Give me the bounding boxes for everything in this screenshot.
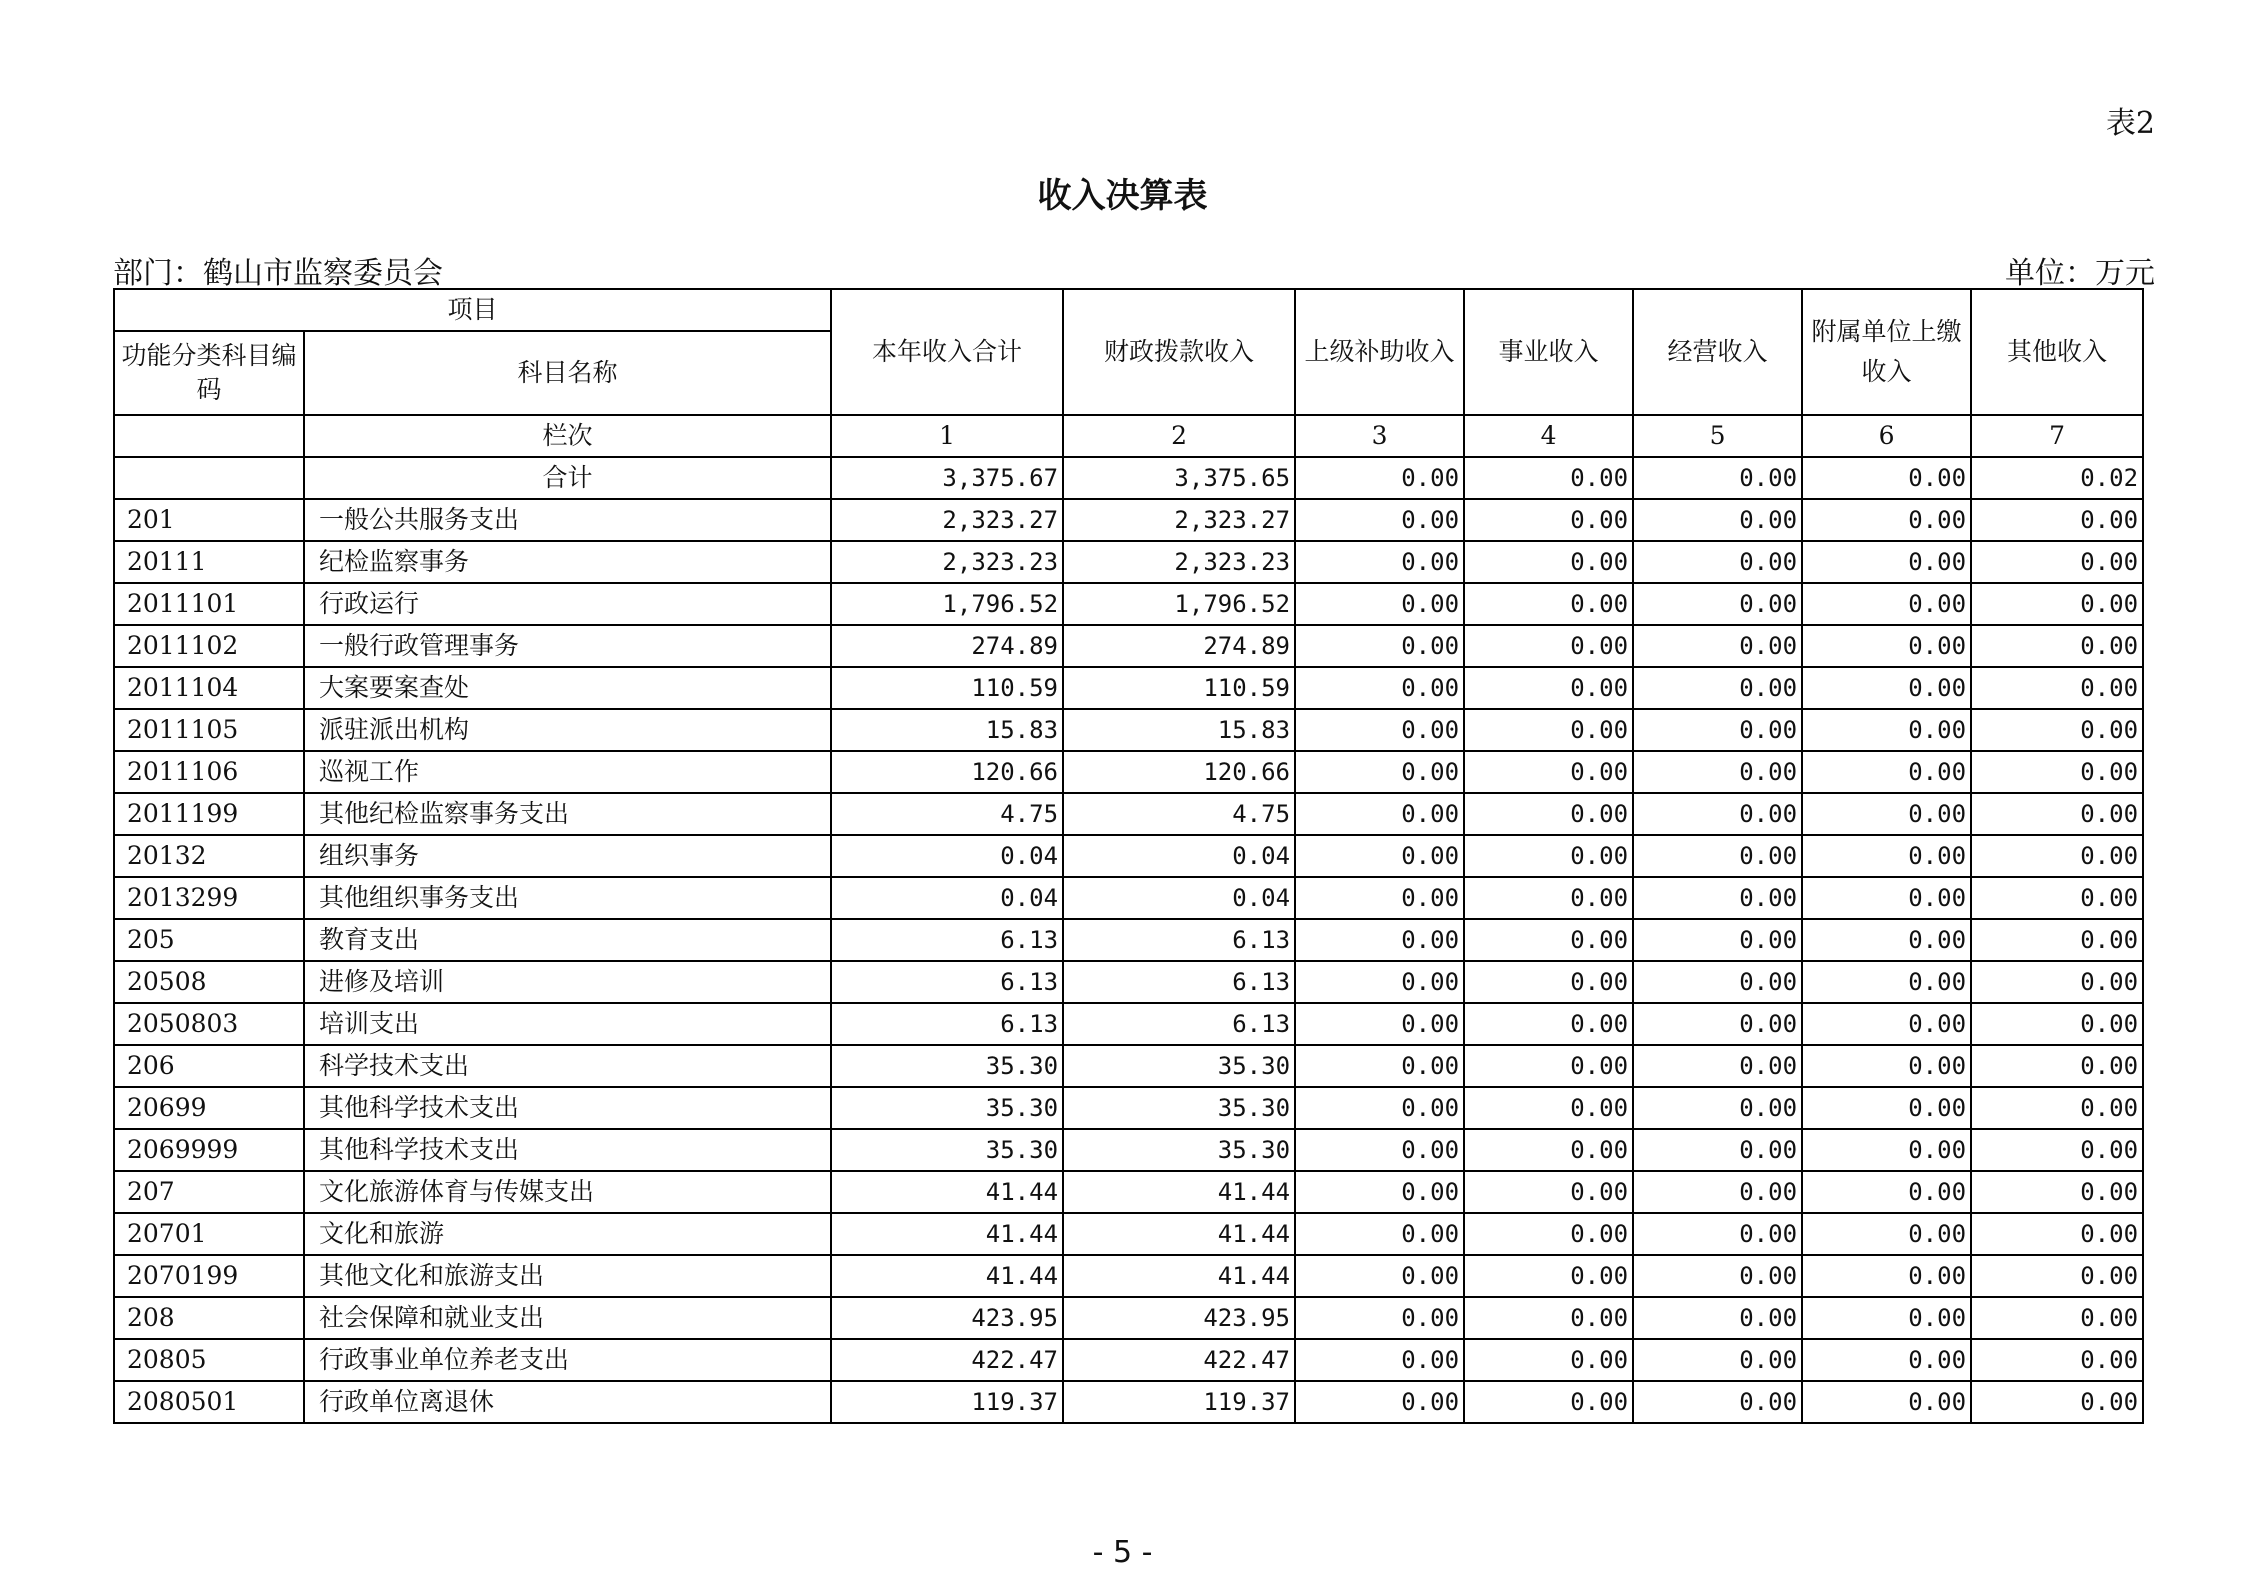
row-value-3: 0.00 (1295, 709, 1464, 751)
table-row (114, 1003, 2143, 1045)
row-value-2: 15.83 (1063, 709, 1295, 751)
row-value-3: 0.00 (1295, 1045, 1464, 1087)
order-3: 3 (1295, 415, 1464, 457)
header-col-3: 上级补助收入 (1295, 289, 1464, 415)
row-value-6: 0.00 (1802, 541, 1971, 583)
row-value-6: 0.00 (1802, 1255, 1971, 1297)
row-value-4: 0.00 (1464, 877, 1633, 919)
row-value-3: 0.00 (1295, 961, 1464, 1003)
row-value-3: 0.00 (1295, 919, 1464, 961)
table-row (114, 1045, 2143, 1087)
row-value-7: 0.00 (1971, 1003, 2143, 1045)
row-code: 2011102 (114, 625, 304, 667)
row-name: 文化和旅游 (304, 1213, 831, 1255)
table-row (114, 961, 2143, 1003)
row-value-2: 0.04 (1063, 835, 1295, 877)
row-name: 合计 (304, 457, 831, 499)
row-value-5: 0.00 (1633, 1339, 1802, 1381)
row-value-6: 0.00 (1802, 499, 1971, 541)
row-value-1: 422.47 (831, 1339, 1063, 1381)
row-value-1: 1,796.52 (831, 583, 1063, 625)
row-value-5: 0.00 (1633, 499, 1802, 541)
row-value-1: 274.89 (831, 625, 1063, 667)
table-row (114, 877, 2143, 919)
row-name: 其他组织事务支出 (304, 877, 831, 919)
row-value-6: 0.00 (1802, 583, 1971, 625)
row-value-6: 0.00 (1802, 709, 1971, 751)
row-value-7: 0.00 (1971, 835, 2143, 877)
row-value-1: 15.83 (831, 709, 1063, 751)
row-value-4: 0.00 (1464, 1297, 1633, 1339)
row-value-7: 0.00 (1971, 625, 2143, 667)
table-row (114, 1381, 2143, 1423)
row-value-2: 41.44 (1063, 1255, 1295, 1297)
row-value-2: 2,323.27 (1063, 499, 1295, 541)
row-value-7: 0.00 (1971, 667, 2143, 709)
row-name: 纪检监察事务 (304, 541, 831, 583)
row-value-4: 0.00 (1464, 541, 1633, 583)
row-name: 文化旅游体育与传媒支出 (304, 1171, 831, 1213)
row-code (114, 457, 304, 499)
header-col-5: 经营收入 (1633, 289, 1802, 415)
order-2: 2 (1063, 415, 1295, 457)
row-value-6: 0.00 (1802, 751, 1971, 793)
row-value-3: 0.00 (1295, 625, 1464, 667)
row-value-1: 6.13 (831, 1003, 1063, 1045)
row-value-6: 0.00 (1802, 919, 1971, 961)
row-value-4: 0.00 (1464, 625, 1633, 667)
order-label: 栏次 (304, 415, 831, 457)
row-value-6: 0.00 (1802, 1129, 1971, 1171)
table-row (114, 667, 2143, 709)
row-value-7: 0.00 (1971, 1381, 2143, 1423)
row-name: 行政单位离退休 (304, 1381, 831, 1423)
table-row (114, 751, 2143, 793)
row-value-6: 0.00 (1802, 835, 1971, 877)
table-number: 表2 (2105, 106, 2155, 141)
row-value-6: 0.00 (1802, 1087, 1971, 1129)
row-value-3: 0.00 (1295, 499, 1464, 541)
row-value-4: 0.00 (1464, 793, 1633, 835)
row-value-5: 0.00 (1633, 877, 1802, 919)
row-value-6: 0.00 (1802, 1003, 1971, 1045)
row-value-7: 0.00 (1971, 1129, 2143, 1171)
row-value-1: 119.37 (831, 1381, 1063, 1423)
row-value-1: 6.13 (831, 919, 1063, 961)
row-value-5: 0.00 (1633, 667, 1802, 709)
row-name: 其他科学技术支出 (304, 1087, 831, 1129)
row-value-5: 0.00 (1633, 961, 1802, 1003)
order-empty (114, 415, 304, 457)
header-row-1 (114, 289, 2143, 331)
row-value-6: 0.00 (1802, 625, 1971, 667)
row-code: 2013299 (114, 877, 304, 919)
order-6: 6 (1802, 415, 1971, 457)
row-value-7: 0.00 (1971, 751, 2143, 793)
row-name: 行政运行 (304, 583, 831, 625)
row-name: 教育支出 (304, 919, 831, 961)
row-value-6: 0.00 (1802, 1339, 1971, 1381)
row-value-3: 0.00 (1295, 1381, 1464, 1423)
row-value-5: 0.00 (1633, 751, 1802, 793)
row-value-5: 0.00 (1633, 919, 1802, 961)
row-value-4: 0.00 (1464, 667, 1633, 709)
row-value-7: 0.00 (1971, 499, 2143, 541)
row-code: 2011105 (114, 709, 304, 751)
row-value-3: 0.00 (1295, 1213, 1464, 1255)
row-value-3: 0.00 (1295, 1339, 1464, 1381)
unit-label: 单位：万元 (2005, 256, 2155, 291)
row-value-4: 0.00 (1464, 1339, 1633, 1381)
row-name: 一般行政管理事务 (304, 625, 831, 667)
row-value-7: 0.00 (1971, 709, 2143, 751)
row-code: 20111 (114, 541, 304, 583)
row-value-2: 120.66 (1063, 751, 1295, 793)
row-value-4: 0.00 (1464, 1255, 1633, 1297)
row-value-2: 35.30 (1063, 1045, 1295, 1087)
row-value-2: 41.44 (1063, 1171, 1295, 1213)
table-row (114, 1297, 2143, 1339)
row-value-2: 41.44 (1063, 1213, 1295, 1255)
header-item: 项目 (114, 289, 831, 331)
row-value-1: 0.04 (831, 835, 1063, 877)
order-4: 4 (1464, 415, 1633, 457)
row-value-3: 0.00 (1295, 793, 1464, 835)
row-value-1: 35.30 (831, 1045, 1063, 1087)
row-value-1: 110.59 (831, 667, 1063, 709)
row-value-2: 4.75 (1063, 793, 1295, 835)
row-value-5: 0.00 (1633, 625, 1802, 667)
row-name: 一般公共服务支出 (304, 499, 831, 541)
table-row (114, 709, 2143, 751)
row-value-2: 0.04 (1063, 877, 1295, 919)
row-code: 208 (114, 1297, 304, 1339)
row-code: 20699 (114, 1087, 304, 1129)
income-table (113, 288, 2144, 1424)
table-row (114, 919, 2143, 961)
row-value-1: 35.30 (831, 1087, 1063, 1129)
order-row (114, 415, 2143, 457)
order-1: 1 (831, 415, 1063, 457)
row-value-1: 2,323.23 (831, 541, 1063, 583)
row-value-1: 6.13 (831, 961, 1063, 1003)
row-value-4: 0.00 (1464, 499, 1633, 541)
row-code: 20508 (114, 961, 304, 1003)
row-value-4: 0.00 (1464, 709, 1633, 751)
row-name: 大案要案查处 (304, 667, 831, 709)
row-value-2: 6.13 (1063, 1003, 1295, 1045)
row-value-5: 0.00 (1633, 1171, 1802, 1213)
row-value-7: 0.00 (1971, 877, 2143, 919)
row-value-6: 0.00 (1802, 1297, 1971, 1339)
row-value-7: 0.02 (1971, 457, 2143, 499)
row-value-1: 423.95 (831, 1297, 1063, 1339)
row-value-3: 0.00 (1295, 1129, 1464, 1171)
row-value-5: 0.00 (1633, 1087, 1802, 1129)
row-value-5: 0.00 (1633, 1381, 1802, 1423)
department-label: 部门：鹤山市监察委员会 (113, 256, 443, 291)
row-value-7: 0.00 (1971, 793, 2143, 835)
row-value-2: 1,796.52 (1063, 583, 1295, 625)
row-value-3: 0.00 (1295, 1003, 1464, 1045)
row-value-6: 0.00 (1802, 1171, 1971, 1213)
row-value-6: 0.00 (1802, 793, 1971, 835)
page-title: 收入决算表 (1037, 176, 1208, 216)
table-row (114, 499, 2143, 541)
row-name: 培训支出 (304, 1003, 831, 1045)
table-row (114, 793, 2143, 835)
table-row (114, 1213, 2143, 1255)
row-code: 2069999 (114, 1129, 304, 1171)
row-value-1: 0.04 (831, 877, 1063, 919)
table-row (114, 1171, 2143, 1213)
row-value-5: 0.00 (1633, 1213, 1802, 1255)
row-value-7: 0.00 (1971, 583, 2143, 625)
row-value-2: 119.37 (1063, 1381, 1295, 1423)
row-value-2: 35.30 (1063, 1129, 1295, 1171)
row-value-1: 120.66 (831, 751, 1063, 793)
row-value-5: 0.00 (1633, 1297, 1802, 1339)
row-value-3: 0.00 (1295, 1297, 1464, 1339)
row-name: 派驻派出机构 (304, 709, 831, 751)
table-row (114, 625, 2143, 667)
header-col-2: 财政拨款收入 (1063, 289, 1295, 415)
row-value-7: 0.00 (1971, 1255, 2143, 1297)
row-value-2: 423.95 (1063, 1297, 1295, 1339)
row-value-6: 0.00 (1802, 667, 1971, 709)
row-name: 组织事务 (304, 835, 831, 877)
header-code: 功能分类科目编码 (114, 331, 304, 415)
table-row (114, 1255, 2143, 1297)
order-5: 5 (1633, 415, 1802, 457)
row-value-6: 0.00 (1802, 1045, 1971, 1087)
row-value-1: 3,375.67 (831, 457, 1063, 499)
row-value-3: 0.00 (1295, 877, 1464, 919)
row-value-4: 0.00 (1464, 1129, 1633, 1171)
header-name: 科目名称 (304, 331, 831, 415)
row-value-1: 41.44 (831, 1171, 1063, 1213)
row-value-3: 0.00 (1295, 1087, 1464, 1129)
header-col-6: 附属单位上缴收入 (1802, 289, 1971, 415)
row-value-4: 0.00 (1464, 1003, 1633, 1045)
table-row (114, 457, 2143, 499)
row-value-7: 0.00 (1971, 961, 2143, 1003)
row-value-4: 0.00 (1464, 751, 1633, 793)
row-code: 2080501 (114, 1381, 304, 1423)
row-value-2: 274.89 (1063, 625, 1295, 667)
row-value-5: 0.00 (1633, 1129, 1802, 1171)
row-value-2: 3,375.65 (1063, 457, 1295, 499)
row-value-4: 0.00 (1464, 1045, 1633, 1087)
row-value-6: 0.00 (1802, 961, 1971, 1003)
row-value-1: 41.44 (831, 1213, 1063, 1255)
table-row (114, 835, 2143, 877)
row-value-3: 0.00 (1295, 751, 1464, 793)
row-value-5: 0.00 (1633, 583, 1802, 625)
row-value-5: 0.00 (1633, 709, 1802, 751)
row-value-3: 0.00 (1295, 667, 1464, 709)
row-code: 206 (114, 1045, 304, 1087)
row-value-7: 0.00 (1971, 1087, 2143, 1129)
row-value-7: 0.00 (1971, 1171, 2143, 1213)
row-value-4: 0.00 (1464, 1171, 1633, 1213)
table-row (114, 541, 2143, 583)
row-value-3: 0.00 (1295, 457, 1464, 499)
row-value-5: 0.00 (1633, 1003, 1802, 1045)
row-value-4: 0.00 (1464, 1087, 1633, 1129)
row-value-6: 0.00 (1802, 877, 1971, 919)
row-name: 其他文化和旅游支出 (304, 1255, 831, 1297)
row-value-4: 0.00 (1464, 919, 1633, 961)
row-code: 2050803 (114, 1003, 304, 1045)
row-name: 其他科学技术支出 (304, 1129, 831, 1171)
row-value-1: 2,323.27 (831, 499, 1063, 541)
row-value-3: 0.00 (1295, 835, 1464, 877)
row-value-2: 6.13 (1063, 961, 1295, 1003)
row-name: 行政事业单位养老支出 (304, 1339, 831, 1381)
row-code: 20805 (114, 1339, 304, 1381)
row-value-2: 422.47 (1063, 1339, 1295, 1381)
row-value-2: 6.13 (1063, 919, 1295, 961)
row-code: 2011199 (114, 793, 304, 835)
row-value-4: 0.00 (1464, 583, 1633, 625)
header-col-4: 事业收入 (1464, 289, 1633, 415)
row-value-3: 0.00 (1295, 583, 1464, 625)
row-code: 2011101 (114, 583, 304, 625)
row-value-7: 0.00 (1971, 1213, 2143, 1255)
row-value-6: 0.00 (1802, 457, 1971, 499)
row-name: 社会保障和就业支出 (304, 1297, 831, 1339)
row-value-5: 0.00 (1633, 793, 1802, 835)
row-value-3: 0.00 (1295, 541, 1464, 583)
row-value-1: 41.44 (831, 1255, 1063, 1297)
row-value-4: 0.00 (1464, 457, 1633, 499)
row-value-1: 4.75 (831, 793, 1063, 835)
order-7: 7 (1971, 415, 2143, 457)
row-code: 207 (114, 1171, 304, 1213)
row-code: 2011106 (114, 751, 304, 793)
row-value-3: 0.00 (1295, 1255, 1464, 1297)
table-row (114, 583, 2143, 625)
row-value-7: 0.00 (1971, 1045, 2143, 1087)
row-value-6: 0.00 (1802, 1213, 1971, 1255)
row-value-2: 2,323.23 (1063, 541, 1295, 583)
row-value-5: 0.00 (1633, 541, 1802, 583)
row-code: 201 (114, 499, 304, 541)
row-code: 20132 (114, 835, 304, 877)
row-name: 进修及培训 (304, 961, 831, 1003)
row-code: 2070199 (114, 1255, 304, 1297)
row-name: 科学技术支出 (304, 1045, 831, 1087)
row-name: 其他纪检监察事务支出 (304, 793, 831, 835)
row-value-6: 0.00 (1802, 1381, 1971, 1423)
row-value-5: 0.00 (1633, 1045, 1802, 1087)
row-value-5: 0.00 (1633, 835, 1802, 877)
row-value-7: 0.00 (1971, 919, 2143, 961)
row-value-7: 0.00 (1971, 541, 2143, 583)
row-value-4: 0.00 (1464, 835, 1633, 877)
row-name: 巡视工作 (304, 751, 831, 793)
header-col-1: 本年收入合计 (831, 289, 1063, 415)
row-value-5: 0.00 (1633, 1255, 1802, 1297)
header-col-7: 其他收入 (1971, 289, 2143, 415)
row-value-2: 35.30 (1063, 1087, 1295, 1129)
row-code: 20701 (114, 1213, 304, 1255)
row-value-4: 0.00 (1464, 961, 1633, 1003)
row-code: 205 (114, 919, 304, 961)
row-value-7: 0.00 (1971, 1297, 2143, 1339)
table-row (114, 1129, 2143, 1171)
row-code: 2011104 (114, 667, 304, 709)
row-value-1: 35.30 (831, 1129, 1063, 1171)
row-value-5: 0.00 (1633, 457, 1802, 499)
row-value-2: 110.59 (1063, 667, 1295, 709)
row-value-4: 0.00 (1464, 1213, 1633, 1255)
row-value-4: 0.00 (1464, 1381, 1633, 1423)
table-row (114, 1339, 2143, 1381)
row-value-3: 0.00 (1295, 1171, 1464, 1213)
row-value-7: 0.00 (1971, 1339, 2143, 1381)
page-number: - 5 - (1092, 1535, 1153, 1570)
table-row (114, 1087, 2143, 1129)
